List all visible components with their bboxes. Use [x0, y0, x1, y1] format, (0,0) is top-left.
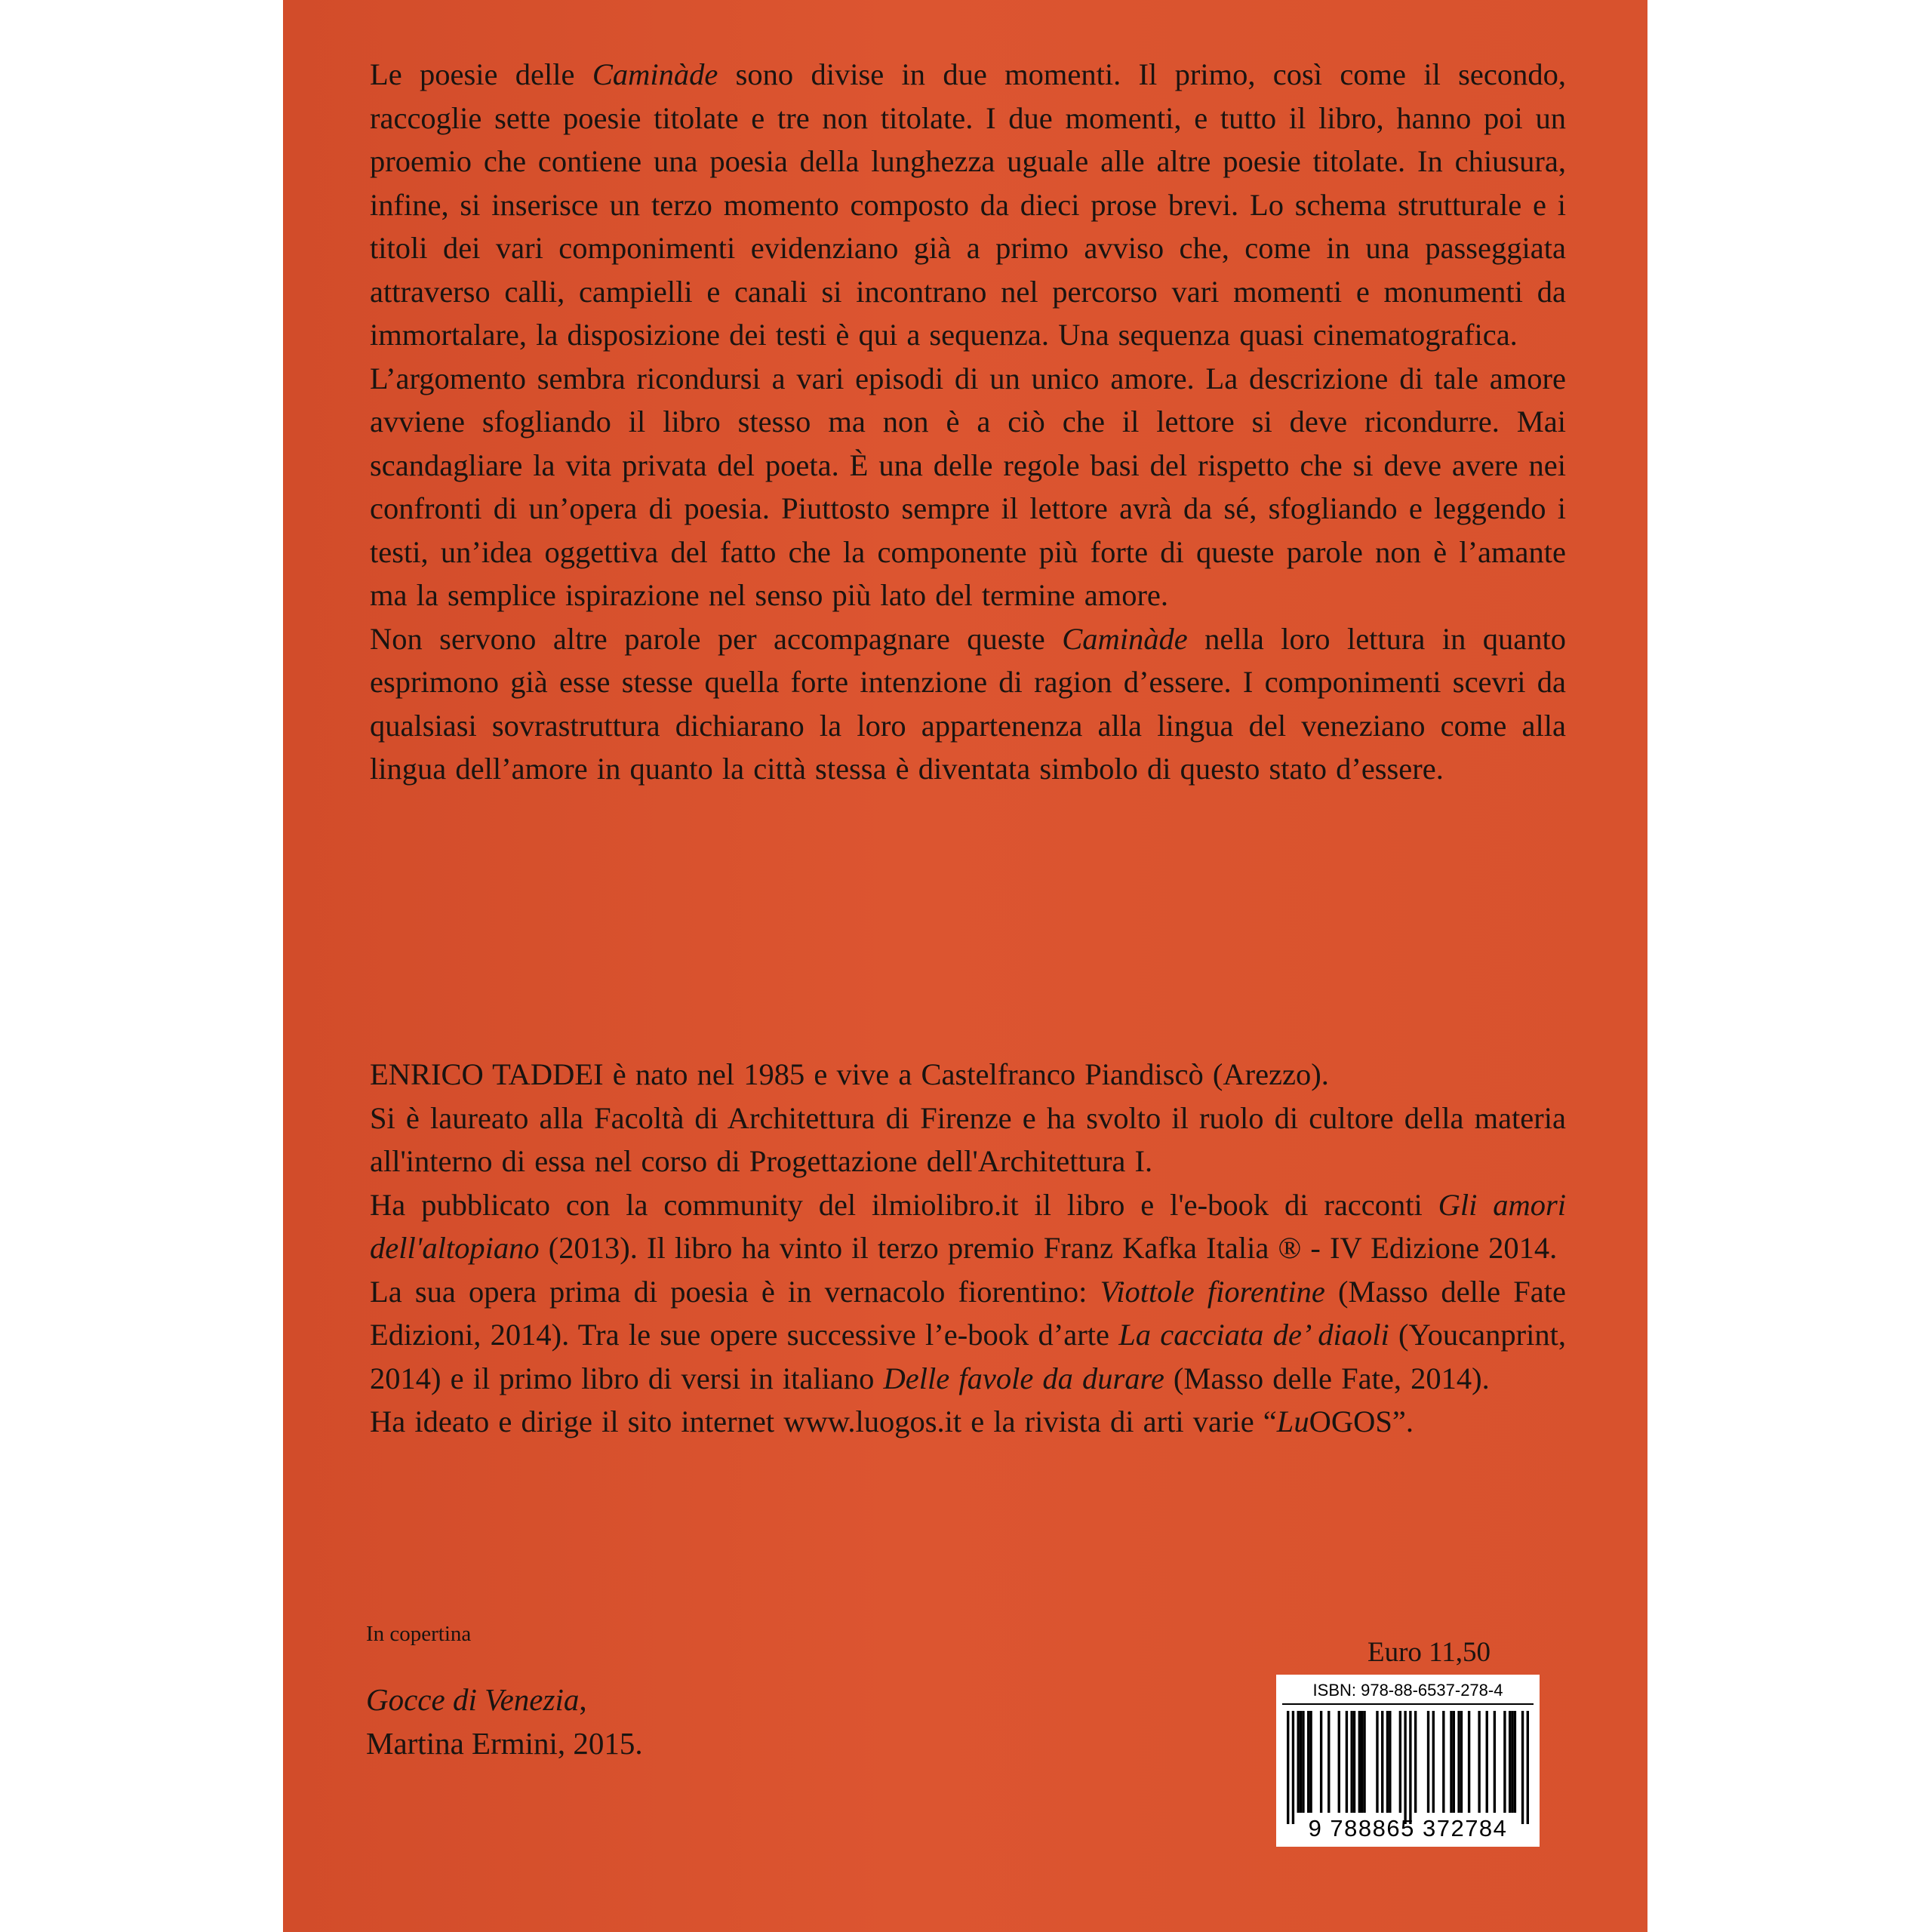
barcode-bar — [1478, 1711, 1480, 1813]
barcode-bar — [1320, 1711, 1322, 1813]
isbn-barcode — [1276, 1675, 1540, 1847]
price-label: Euro 11,50 — [1367, 1637, 1491, 1668]
cover-credit-label: In copertina — [366, 1622, 472, 1646]
barcode-bar — [1427, 1711, 1429, 1813]
barcode-bar — [1453, 1711, 1455, 1813]
barcode-bar — [1460, 1711, 1463, 1813]
text-run: Ha pubblicato con la community del ilmiolibro.it il libro e l'e-book di racconti — [370, 1187, 1438, 1222]
intro-paragraph — [370, 617, 1566, 791]
italic-title: La cacciata de’ diaoli — [1118, 1318, 1389, 1352]
barcode-bar — [1450, 1711, 1452, 1813]
text-run: Ha ideato e dirige il sito internet www.luogos.it e la rivista di arti varie “ — [370, 1404, 1277, 1438]
barcode-bar — [1386, 1711, 1389, 1813]
bio-paragraph — [370, 1270, 1566, 1401]
italic-title: Viottole fiorentine — [1100, 1274, 1325, 1309]
text-run: sono divise in due momenti. Il primo, così come il secondo, raccoglie sette poesie titolate e tre non titolate. I due momenti, e tutto il libro, hanno poi un proemio che contiene una poesia della lunghezza uguale alle altre poesie titolate. In chiusura, infine, si inserisce un terzo momento composto da dieci prose brevi. Lo schema strutturale e i titoli dei vari componimenti evidenziano già a primo avviso che, come in una passeggiata attraverso calli, campielli e canali si incontrano nel percorso vari momenti e monumenti da immortalare, la disposizione dei testi è qui a sequenza. Una sequenza quasi cinematografica. — [370, 57, 1566, 352]
barcode-bar — [1363, 1711, 1365, 1813]
barcode-bar — [1381, 1711, 1383, 1813]
text-run: OGOS”. — [1309, 1404, 1414, 1438]
barcode-bar — [1404, 1711, 1406, 1824]
bio-paragraph — [370, 1183, 1566, 1270]
intro-paragraph — [370, 357, 1566, 617]
isbn-divider — [1282, 1703, 1534, 1705]
barcode-bar — [1432, 1711, 1435, 1813]
barcode-bar — [1309, 1711, 1312, 1813]
barcode-bar — [1511, 1711, 1513, 1813]
barcode-bar — [1287, 1711, 1289, 1824]
barcode-bar — [1307, 1711, 1309, 1813]
italic-title: Gli amori dell'altopiano — [370, 1187, 1567, 1265]
text-run: Le poesie delle — [370, 57, 592, 91]
barcode-bar — [1361, 1711, 1363, 1813]
bio-paragraph — [370, 1400, 1566, 1444]
italic-title: Caminàde — [1062, 621, 1188, 656]
barcode-bar — [1338, 1711, 1340, 1813]
barcode-bars — [1287, 1711, 1529, 1824]
intro-paragraph — [370, 53, 1566, 357]
barcode-bar — [1442, 1711, 1444, 1813]
barcode-bar — [1414, 1711, 1417, 1813]
italic-title: Lu — [1276, 1404, 1309, 1438]
barcode-bar — [1527, 1711, 1529, 1824]
synopsis-text — [370, 53, 1566, 791]
cover-artwork-title-line — [366, 1678, 1045, 1721]
text-run: (Youcanprint, 2014) e il primo libro di versi in italiano — [370, 1318, 1566, 1395]
bio-paragraph — [370, 1053, 1566, 1097]
barcode-bar — [1297, 1711, 1300, 1813]
isbn-number: ISBN: 978-88-6537-278-4 — [1312, 1681, 1503, 1700]
text-run: Non servono altre parole per accompagnare queste — [370, 621, 1063, 656]
barcode-bar — [1509, 1711, 1511, 1813]
barcode-bar — [1486, 1711, 1488, 1813]
cover-credit — [366, 1619, 1045, 1765]
text-run: La sua opera prima di poesia è in vernacolo fiorentino: — [370, 1274, 1100, 1309]
barcode-bar — [1399, 1711, 1401, 1813]
barcode-bar — [1468, 1711, 1470, 1813]
barcode-bar — [1389, 1711, 1391, 1813]
cover-artwork-title-suffix: , — [579, 1682, 587, 1717]
author-bio-text — [370, 1053, 1566, 1444]
barcode-bar — [1350, 1711, 1352, 1813]
barcode-bar — [1409, 1711, 1411, 1824]
italic-title: Caminàde — [592, 57, 718, 91]
text-run: nella loro lettura in quanto esprimono già esse stesse quella forte intenzione di ragion d’essere. I componimenti scevri da qualsiasi sovrastruttura dichiarano la loro appartenenza alla lingua del veneziano come alla lingua dell’amore in quanto la città stessa è diventata simbolo di questo stato d’essere. — [370, 621, 1566, 786]
cover-artwork-author: Martina Ermini, 2015. — [366, 1726, 643, 1761]
barcode-bar — [1300, 1711, 1302, 1813]
barcode-bar — [1302, 1711, 1304, 1813]
text-run: (2013). Il libro ha vinto il terzo premio Franz Kafka Italia ® - IV Edizione 2014. — [539, 1231, 1558, 1265]
book-back-cover — [283, 0, 1647, 1932]
text-run: ENRICO TADDEI è nato nel 1985 e vive a Castelfranco Piandiscò (Arezzo). — [370, 1057, 1329, 1091]
cover-artwork-title: Gocce di Venezia — [366, 1682, 580, 1717]
barcode-bar — [1327, 1711, 1330, 1813]
barcode-bar — [1457, 1711, 1460, 1813]
barcode-bar — [1292, 1711, 1294, 1824]
text-run: (Masso delle Fate, 2014). — [1164, 1361, 1490, 1395]
barcode-bar — [1514, 1711, 1516, 1813]
barcode-bar — [1521, 1711, 1524, 1824]
barcode-bar — [1494, 1711, 1496, 1813]
barcode-bar — [1346, 1711, 1348, 1813]
barcode-bar — [1376, 1711, 1378, 1813]
barcode-bar — [1503, 1711, 1506, 1813]
text-run: L’argomento sembra ricondursi a vari episodi di un unico amore. La descrizione di tale amore avviene sfogliando il libro stesso ma non è a ciò che il lettore si deve ricondurre. Mai scandagliare la vita privata del poeta. È una delle regole basi del rispetto che si deve avere nei confronti di un’opera di poesia. Piuttosto sempre il lettore avrà da sé, sfogliando e leggendo i testi, un’idea oggettiva del fatto che la componente più forte di queste parole non è l’amante ma la semplice ispirazione nel senso più lato del termine amore. — [370, 361, 1566, 612]
italic-title: Delle favole da durare — [883, 1361, 1164, 1395]
barcode-digits: 9 788865 372784 — [1308, 1815, 1508, 1841]
barcode-bar — [1353, 1711, 1355, 1813]
bio-paragraph — [370, 1097, 1566, 1183]
text-run: Si è laureato alla Facoltà di Architettura di Firenze e ha svolto il ruolo di cultore della materia all'interno di essa nel corso di Progettazione dell'Architettura I. — [370, 1100, 1566, 1178]
barcode-bar — [1358, 1711, 1361, 1813]
text-run: (Masso delle Fate Edizioni, 2014). Tra le sue opere successive l’e-book d’arte — [370, 1274, 1566, 1352]
